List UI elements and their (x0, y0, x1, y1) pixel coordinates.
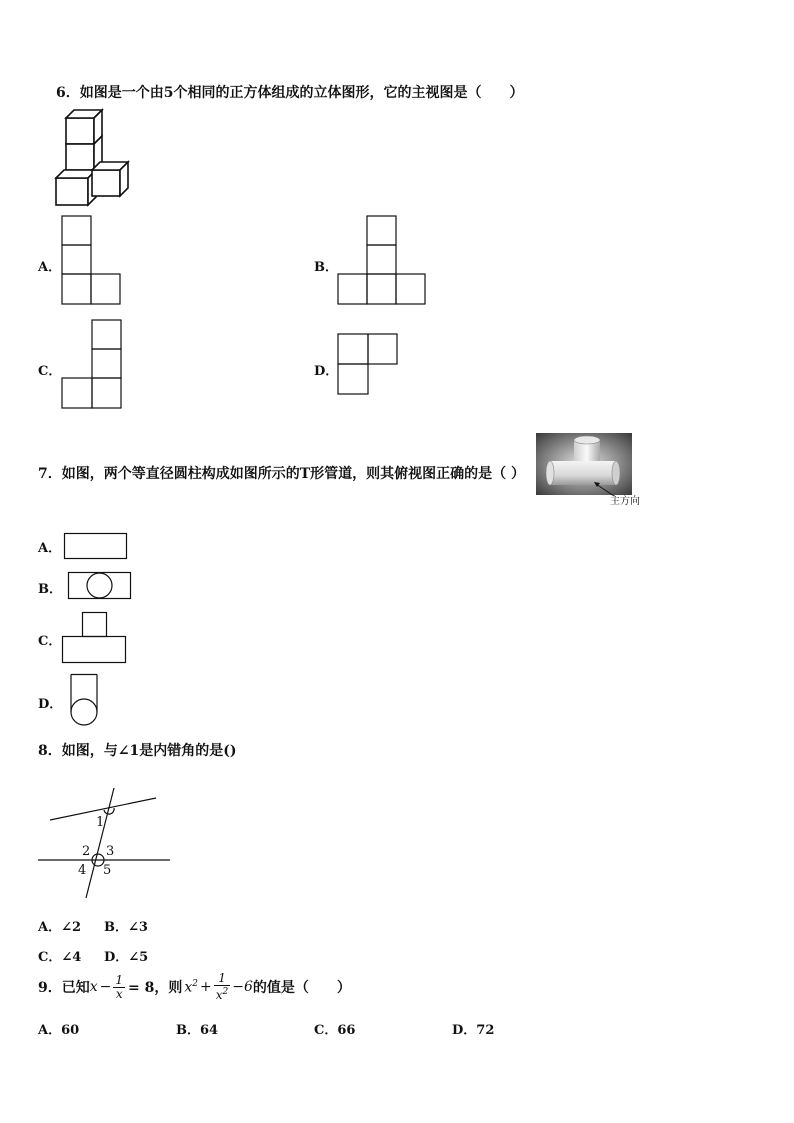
q9-suffix: 的值是（ ） (252, 980, 351, 996)
q9-stem (38, 972, 351, 1002)
q9-minus: − (99, 979, 112, 995)
q9-option-a[interactable]: A．60 (38, 1023, 80, 1038)
q9-fraction-1-over-x (113, 974, 125, 1001)
q9-option-b[interactable]: B．64 (176, 1023, 219, 1038)
q8-stem: 8．如图，与∠1是内错角的是() (38, 743, 237, 759)
q6-option-b-label[interactable]: B． (314, 260, 338, 275)
q8-label-2: 2 (82, 844, 91, 859)
q9-eq8: = 8，则 (128, 980, 183, 996)
q6-option-a-label[interactable]: A． (38, 260, 62, 275)
q7-option-a-figure (64, 533, 128, 559)
q9-option-d[interactable]: D．72 (452, 1023, 495, 1038)
q7-direction-label: 主方向 (610, 496, 640, 507)
q8-option-d[interactable]: D．∠5 (104, 950, 149, 965)
q6-option-d-figure (338, 334, 400, 396)
q9-frac-num: 1 (115, 972, 124, 987)
q9-plus: + (200, 979, 212, 995)
q6-option-d-label[interactable]: D． (314, 364, 339, 379)
q6-option-c-label[interactable]: C． (38, 364, 62, 379)
q9-frac2-den: $x^2$ (215, 987, 229, 1002)
q7-option-d-figure (70, 674, 100, 728)
q9-minus6: −6 (232, 979, 253, 995)
q9-frac2-num: 1 (214, 972, 231, 986)
q6-stem: 6．如图是一个由5个相同的正方体组成的立体图形，它的主视图是（ ） (56, 85, 524, 101)
q8-label-3: 3 (106, 844, 115, 859)
q9-var-x: x (89, 979, 98, 995)
q8-option-a[interactable]: A．∠2 (38, 920, 82, 935)
q6-option-a-figure (62, 216, 122, 306)
q7-stem: 7．如图，两个等直径圆柱构成如图所示的T形管道，则其俯视图正确的是（ ） (38, 466, 526, 482)
q7-option-d-label[interactable]: D． (38, 697, 63, 712)
q9-fraction-1-over-x2 (214, 972, 231, 1002)
q6-option-c-figure (62, 320, 124, 410)
q8-label-4: 4 (78, 863, 87, 878)
q7-option-b-figure (68, 572, 132, 600)
q8-label-1: 1 (96, 815, 105, 830)
q7-option-b-label[interactable]: B． (38, 582, 62, 597)
q8-angle-diagram (38, 788, 174, 900)
q7-option-c-label[interactable]: C． (38, 634, 62, 649)
q7-option-c-figure (62, 612, 128, 664)
q7-option-a-label[interactable]: A． (38, 541, 62, 556)
q8-label-5: 5 (103, 863, 112, 878)
q8-option-c[interactable]: C．∠4 (38, 950, 82, 965)
q9-option-c[interactable]: C．66 (314, 1023, 356, 1038)
q9-frac-den: x (115, 986, 123, 1001)
q9-x-squared: $x^2$ (184, 978, 199, 996)
q8-option-b[interactable]: B．∠3 (104, 920, 148, 935)
q6-solid-figure (52, 108, 132, 208)
q6-option-b-figure (338, 216, 428, 306)
q9-prefix: 9．已知 (38, 980, 90, 996)
